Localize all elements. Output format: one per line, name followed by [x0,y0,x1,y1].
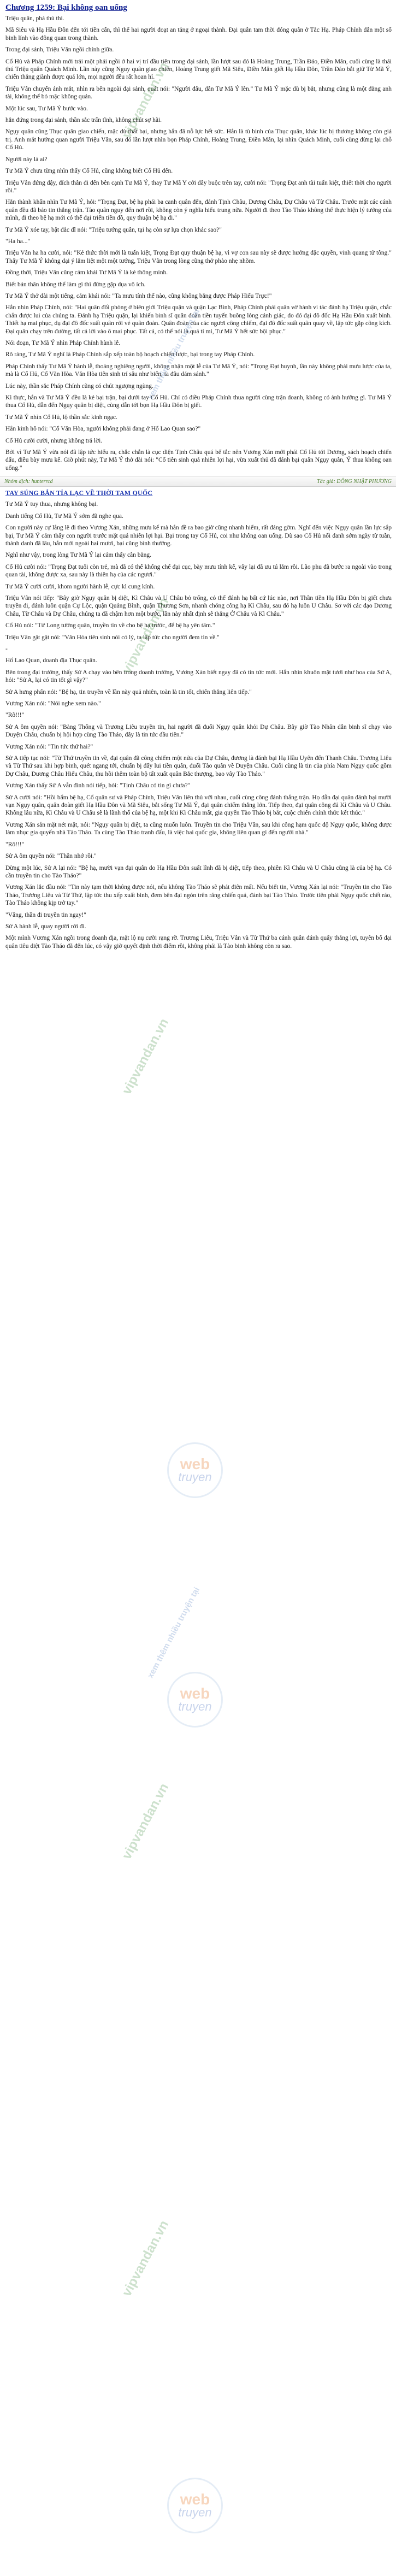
paragraph: "Rõ!!!" [5,841,25,848]
paragraph: Triệu Vân nói tiếp: "Bây giờ Ngụy quân bị diệt, Kì Châu và U Châu bỏ trống, có thể đánh hạ bất cứ lúc nào, nơi Thần tiền Hạ Hầu Đôn bị giết chưa truyền đi, đánh luôn quận Cự Lộc, quận Quảng Bình, quận Thương Sơn, nhanh chóng công hạ Kì Châu, sau đó hạ luôn U Châu. Sơ với các đạo Dương Châu, Từ Châu và Dự Châu, chúng ta đã chậm hơn một bước, lần này nhất định sẽ thắng Ở Châu và Kì Châu." [5,594,392,617]
paragraph: Sử A hưng phấn nói: "Bệ hạ, tin truyền về lần này quả nhiên, toàn là tin tốt, chiến thắng liên tiếp." [5,688,252,695]
chapter-title: Chương 1259: Bại không oan uổng [5,3,127,12]
paragraph: Vương Xán thấy Sử A vẫn đinh nói tiếp, hỏi: "Tịnh Châu có tin gì chưa?" [5,782,191,789]
paragraph: Tư Mã Ý nhìn Cổ Hủ, lộ thần sắc kinh ngạc. [5,414,117,421]
paragraph: - [5,645,8,652]
paragraph: Triệu Vân đứng dậy, đích thân đi đến bên cạnh Tư Mã Ý, thay Tư Mã Y cởi dây buộc trên tay, cười nói: "Trọng Đạt anh tài tuấn kiệt, thiết thời cho người rồi." [5,179,392,194]
story-part-1 [0,15,396,472]
paragraph: Một lúc sau, Tư Mã Ý bước vào. [5,105,88,112]
paragraph: Trong đại sảnh, Triệu Vân ngồi chính giữa. [5,46,114,54]
paragraph: Cổ Hủ cười nói: "Trọng Đạt tuổi còn trẻ, mà đã có thể khống chế đại cục, bày mưu tính kế, vây lại đã ưu tú lắm rồi. Lão phu đã bước ra ngoài vào trong quan tài, không được xa, sau này là thiên hạ của các ngươi." [5,563,392,579]
logo-bottom-text: truyen [178,2506,212,2519]
paragraph: Ngụy quân cũng Thục quân giao chiến, mặc dù thất bại, nhưng hắn đã nỗ lực hết sức. Hắn là tù binh của Thục quân, khác lúc bị thương không còn giá trị. Anh mắt hướng quan người Triệu Vân, sau đó lần lượt nhìn bọn Pháp Chính, Hoàng Trung, Điền Mân, lại nhìn Quách Minh, cuối cùng dừng lại chỗ Cổ Hủ. [5,128,392,151]
paragraph: Hắn thành khẩn nhìn Tư Mã Ý, hỏi: "Trọng Đạt, bệ hạ phái ba canh quân đến, đánh Tịnh Châu, Dương Châu, Dự Châu và Từ Châu. Trước mặt các cánh quân đều đã báo tin thắng trận. Tào quân nguy đến nơi rồi, không còn ý nghĩa hiểu trung nữa. Người đi theo Tào Tháo không thể thực hiện lý tưởng của mình, đi theo bệ hạ mới có thể đại triển tiền đồ, quy thuận bệ hạ đi." [5,199,392,222]
paragraph: hắn đứng trong đại sảnh, thần sắc trấn tĩnh, không chút sợ hãi. [5,117,162,124]
paragraph: Sử A cười nói: "Hồi bẩm bệ hạ, Cổ quân sư và Pháp Chính, Triệu Vân liên thủ với nhau, cuối cùng công đánh thắng trận. Họ dẫn đại quân đánh bại mười vạn Ngụy quân, quân đoàn giết Hạ Hầu Đôn và Mã Siêu, bắt sống Tư Mã Ý, đại quân chiếm thắng lớn. Tiếp theo, đại quân công đả Kì Châu và U Châu. Không lâu nữa, Kì Châu và U Châu sẽ là lãnh thổ của bệ hạ, một khi Kì Châu mất, gia quyến Tào Tháo bị bắt, cuộc chiến chính thức kết thúc." [5,794,392,817]
paragraph: Hắn kinh hô nói: "Cổ Văn Hòa, người không phải đang ở Hổ Lao Quan sao?" [5,426,201,433]
paragraph: Cổ Hủ cười cười, nhưng không trả lời. [5,437,103,444]
logo-top-text: web [180,2491,210,2508]
paragraph: Bên trong đại trướng, thấy Sử A chạy vào bên trong doanh trướng, Vương Xán biết ngay đã có tin tức mới. Hắn nhìn khuôn mặt tươi như hoa của Sử A, hỏi: "Sử A, lại có tin tốt gì vậy?" [5,669,392,684]
paragraph: Triệu Vân ha ha cười, nói: "Kẻ thức thời mới là tuấn kiệt, Trọng Đạt quy thuận bệ hạ, vì vợ con sau này sẽ được hưởng đặc quyền, vinh quang tử tông." Thấy Tư Mã Ý không dại ý lắm liệt một một tướng, Triệu Vân trong lòng cũng thở phào nhẹ nhõm. [5,250,392,264]
paragraph: Dừng một lúc, Sử A lại nói: "Bệ hạ, mười vạn đại quân do Hạ Hầu Đôn suất lĩnh đã bị diệt, tiếp theo, phiền Kì Châu và U Châu cũng là của bệ hạ. Có cần truyền tin cho Tào Tháo?" [5,864,392,879]
site-watermark: vipvandan.vn [119,60,172,141]
paragraph: Mã Siêu và Hạ Hầu Đôn đến tới tiền cẩn, thì thế hai người đoạt an tảng ở ngoại thành. Đại quân tam thời đóng quân ở Tắc Hạ. Pháp Chính dẫn một số binh lính vào đông quan trong thành. [5,27,392,42]
paragraph: Nghĩ như vậy, trong lòng Tư Mã Ý lại cảm thấy cân bằng. [5,552,152,559]
webtruyen-logo-watermark [167,1672,223,1728]
site-watermark: vipvandan.vn [119,1016,172,1097]
site-watermark: vipvandan.vn [119,2218,172,2299]
paragraph: Sử A ôm quyền nói: "Thần nhớ rồi." [5,853,97,860]
paragraph: Bởi vì Tư Mã Ý vừa nói đã lập tức hiểu ra, chắc chắn là cục diện Tịnh Châu quá bế tắc nên Vương Xán mới phái Cổ Hủ tới Dương, sách hoạch chiến dấu, điều bày mưu kế. Giờ phút này, Tư Mã Ý thở dài nói: "Cổ tiên sinh quả nhiên lợi hại, vừa xuất thủ đã đánh bại quân Ngụy quân, Ý thua không oan uổng." [5,449,392,471]
paragraph: Rõ ràng, Tư Mã Ý nghĩ là Pháp Chính sắp xếp toàn bộ hoạch chiến lược, bại trong tay Pháp Chính. [5,351,255,358]
paragraph: Tư Mã Ý cười cười, khom người hành lễ, cực kì cung kính. [5,583,155,590]
paragraph: Biết bản thân không thể làm gì thì đừng gặp dụa vô ích. [5,281,146,288]
webtruyen-logo-watermark [167,1442,223,1498]
paragraph: Vương Xán lắc đầu nói: "Tin này tạm thời không được nói, nếu không Tào Tháo sẽ phát điên mất. Nếu biết tin, Vương Xán lại nói: "Truyền tin cho Tào Tháo, Trương Liêu và Từ Thứ, lập tức thu xếp xuất binh, đem bên đại ngón trên răng chiến quả, đánh bại Tào Tháo. Trước tiên phái Ngụy quốc chết ráo, Tào Tháo không kịp trở tay." [5,884,392,907]
paragraph: Triệu Vân chuyển ánh mắt, nhìn ra bên ngoài đại sảnh, quát nói: "Người đâu, dẫn Tư Mã Ý lên." Tư Mã Ý mặc dù bị bắt, nhưng cũng là một đằng anh tài, không thể bỏ mặc không quản. [5,85,392,101]
paragraph: Danh tiếng Cổ Hủ, Tư Mã Ý sớm đã nghe qua. [5,512,123,520]
site-watermark: vipvandan.vn [119,595,172,676]
paragraph: Sử A ôm quyền nói: "Bàng Thống và Trương Liêu truyền tin, hai người đã đuổi Ngụy quân khỏi Dự Châu. Bây giờ Tào Nhân dẫn binh sĩ chạy vào Duyện Châu, chuẩn bị hội hợp cùng Tào Tháo, đây là tin tức đầu tiên." [5,723,392,739]
credits-bar [0,476,396,487]
paragraph: Đồng thời, Triệu Vân cũng cảm khái Tư Mã Ý là kẻ thông minh. [5,269,168,276]
promo-watermark: xem thêm nhiều truyện tại [145,307,202,402]
paragraph: Tư Mã Ý chưa từng nhìn thấy Cổ Hủ, cũng không biết Cổ Hủ đến. [5,168,173,175]
paragraph: Người này là ai? [5,156,48,163]
paragraph: Cổ Hủ và Pháp Chính mới trải một phải ngồi ở hai vị trí đầu tiên trong đại sảnh, lần lượt sau đó là Hoàng Trung, Trần Đáo, Điền Mân, cuối cùng là thái thú Triệu quân Quách Minh. Lần này cũng Nguy quân giao chiến, Hoàng Trung giết Mã Siêu, Điền Mân giết Hạ Hầu Đôn, Trần Đáo bắt giữ Từ Mã Ý, chiến thắng giành được quá lớn, mọi người đều rất hoan hỉ. [5,58,392,81]
paragraph: "Rõ!!!" [5,712,25,719]
logo-top-text: web [180,1455,210,1472]
paragraph: Sử A hành lễ, quay người rời đi. [5,923,86,930]
paragraph: Một mình Vương Xán ngồi trong doanh địa, mặt lộ nụ cười rạng rỡ. Trương Liêu, Triệu Vân và Từ Thứ ba cánh quân đánh quấy thắng lợi, tuyên bố đại quân tiêu diệt Tào Tháo đã đến lúc, có vậy giờ quyết định thời điểm rồi, không phải là Tào binh không còn ra sao. [5,935,392,950]
paragraph: "Ha ha..." [5,238,31,245]
translator-credit: Nhóm dịch: hunterrcd [4,478,53,485]
paragraph: Sử A tiếp tục nói: "Từ Thứ truyền tin về, đại quân đã công chiếm một nửa của Dự Châu, đương là đánh bại Hạ Hầu Uyên đến Thanh Châu. Trương Liêu và Từ Thứ sau khi hợp binh, quét ngang tới, chuẩn bị đẩy lui tiền quân, đuổi Tào quân về Duyện Châu. Cuối cùng là tin của phía Nam Ngụy quốc gồm Dự Châu, Dương Châu Hiếu Châu, thu hồi thêm toàn bộ tất xuất quân Bắc thượng, bao vây Tào Tháo." [5,755,392,777]
webtruyen-logo-watermark [167,2478,223,2533]
paragraph: Lúc này, thần sắc Pháp Chính cũng có chút ngượng ngùng. [5,382,153,390]
paragraph: Tư Mã Ý tuy thua, nhưng không bại. [5,501,98,508]
author-credit: Tác giả: ĐÔNG NHẬT PHƯƠNG [317,478,392,485]
paragraph: Triệu Vân gật gật nói: "Văn Hòa tiên sinh nói có lý, ta lập tức cho người đem tin về." [5,634,220,641]
paragraph: Vương Xán nói: "Tin tức thứ hai?" [5,743,93,750]
logo-bottom-text: truyen [178,1470,212,1484]
paragraph: Nói đoạn, Tư Mã Ý nhìn Pháp Chính hành lễ. [5,340,121,346]
story-part-2 [0,500,396,950]
paragraph: Vương Xán nói: "Nói nghe xem nào." [5,700,101,707]
paragraph: Cổ Hủ nói: "Tử Long tướng quân, truyền tin về cho bệ hạ trước, để bệ hạ yên tâm." [5,622,215,629]
book-tagline[interactable]: TAY SÚNG BẮN TỈA LẠC VỀ THỜI TAM QUỐC [5,489,153,497]
paragraph: "Vâng, thần đi truyền tin ngay!" [5,911,86,918]
paragraph: Tư Mã Ý thở dài một tiếng, cảm khái nói: "Ta mưu tính thế nào, cũng không bằng được Pháp Hiếu Trực!" [5,292,272,299]
site-watermark: vipvandan.vn [119,1781,172,1862]
paragraph: Hắn nhìn Pháp Chính, nói: "Hai quân đối phòng ở biên giới Triệu quận và quận Lạc Bình, Pháp Chính phái quân vờ hành vi tác đánh hạ Triệu quận, chắc chắn được lui của chúng ta. Đánh hạ Triệu quận, lại khiến binh sĩ quân đoàn tiền tuyến buông lỏng cảnh giác, do đó đại đô đốc Hạ Hầu Đôn xuất binh. Thiết hạ mai phục, dụ đại đô đốc suất quân rời vé quân đoàn. Quân đoàn của các ngươi công chiếm, đại đô đốc suất quân quay về, lập tức gặp công kích. Đại quân chạy trên đường, tất cả lời vào ô mai phục. Tất cả, có thể nói là quá tỉ mỉ, Tư Mã Ý hết sức bội phục." [5,304,392,335]
paragraph: Pháp Chính thấy Tư Mã Ý hành lễ, thoáng nghiêng người, không nhận một lễ của Tư Mã Ý, nói: "Trọng Đạt huynh, lần này không phải mưu lược của ta, mà là Cổ Hủ, Cổ Văn Hòa. Văn Hòa tiên sinh trí sâu như biển, ta đâu dám sánh." [5,363,392,378]
paragraph: Hổ Lao Quan, doanh địa Thục quân. [5,657,97,664]
logo-bottom-text: truyen [178,1700,212,1713]
paragraph: Vương Xán sắn mặt nét mặt, nói: "Ngụy quân bị diệt, ta cũng muốn luôn. Truyền tin cho Triệu Vân, sau khi công hạm quốc độ Ngụy quốc, không được làm nhục gia quyến nhà Tào Tháo. Ta cùng Tào Tháo tranh đấu, là việc hai quốc gia, không liên quan gì đến người nhà." [5,821,392,836]
logo-top-text: web [180,1685,210,1702]
paragraph: Con người này cự lắng lẽ đi theo Vương Xán, những mưu kế mà hắn đề ra bao giờ cũng nhanh hiểm, rất đáng gờm. Nghĩ đến việc Ngụy quân lần lực sắp bại, Tư Mã Ý cảm thấy con người trước mặt quả nhiên lợi hại. Bại trong tay Cổ Hủ, coi như không oan uổng. Dù sao Cổ Hủ nổi danh sớm ngày từ tuần, thành danh đã lâu, hắn mới ngoài hai mươi, bại cũng bình thường. [5,524,392,547]
paragraph: Tư Mã Ý xóe tay, bật đắc dĩ nói: "Triệu tướng quân, tại hạ còn sự lựa chọn khác sao?" [5,226,222,233]
paragraph: Kì thực, hắn và Tư Mã Ý đều là kẻ bại trận, bại dưới tay Cổ Hủ. Chỉ có điều Pháp Chính thua người cùng trận doanh, không có ảnh hưởng gì. Tư Mã Ý thua Cổ Hủ, dẫn đến Ngụy quân bị diệt, cùng dẫn tới bọn Hạ Hầu Đôn bị giết. [5,394,392,409]
promo-watermark: xem thêm nhiều truyện tại [145,1585,202,1680]
paragraph: Triệu quân, phá thủ thì. [5,15,64,22]
